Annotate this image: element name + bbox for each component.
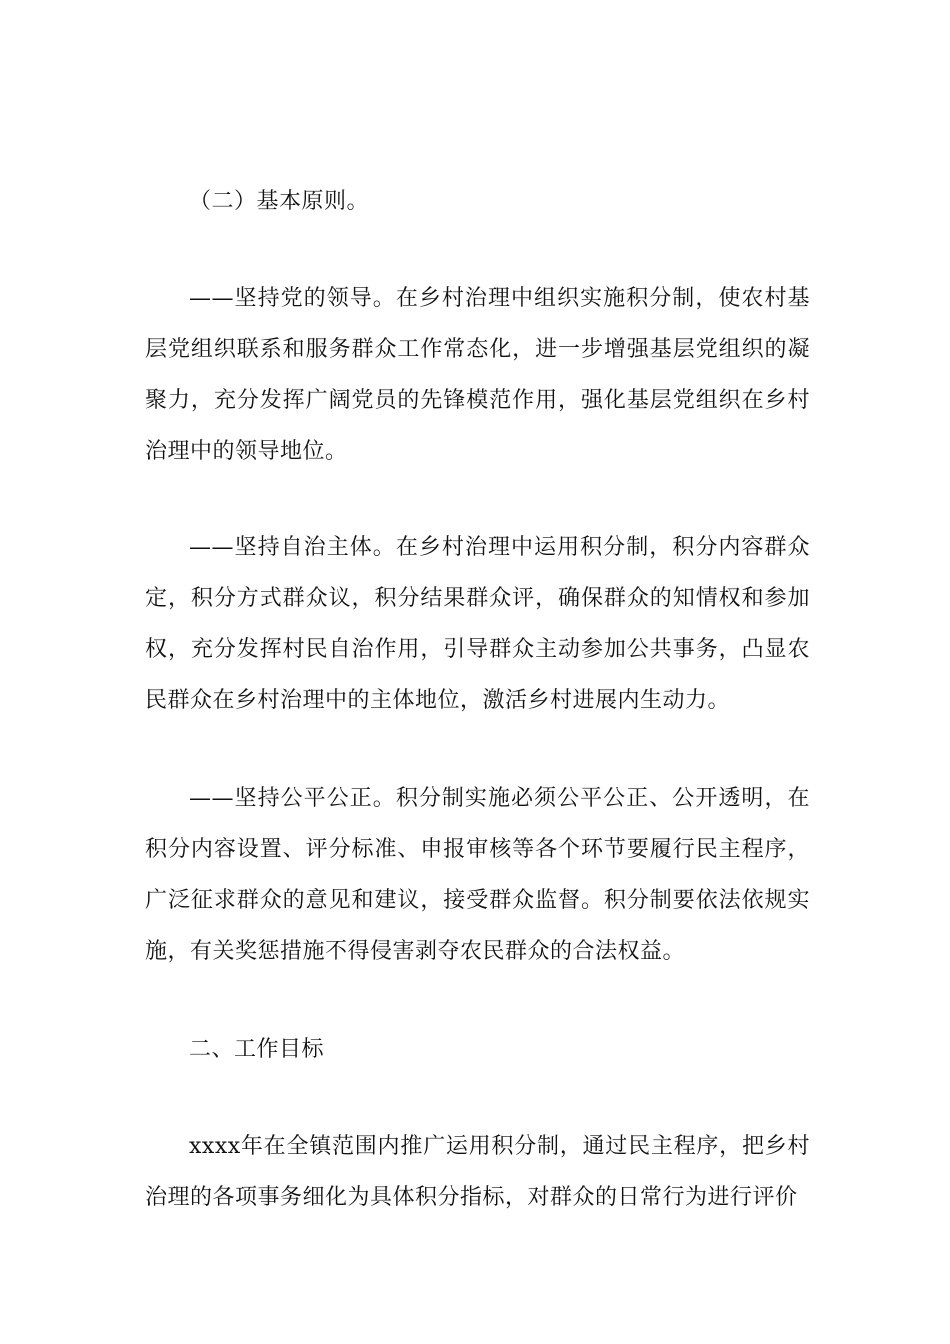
paragraph-work-goals: xxxx年在全镇范围内推广运用积分制，通过民主程序，把乡村治理的各项事务细化为具体积分指标，对群众的日常行为进行评价 [145, 1134, 810, 1210]
paragraph-self-governance: ——坚持自治主体。在乡村治理中运用积分制，积分内容群众定，积分方式群众议，积分结果群众评，确保群众的知情权和参加权，充分发挥村民自治作用，引导群众主动参加公共事务，凸显农民群众在乡村治理中的主体地位，激活乡村进展内生动力。 [145, 535, 810, 713]
paragraph-fairness: ——坚持公平公正。积分制实施必须公平公正、公开透明，在积分内容设置、评分标准、申报审核等各个环节要履行民主程序，广泛征求群众的意见和建议，接受群众监督。积分制要依法依规实施，有关奖惩措施不得侵害剥夺农民群众的合法权益。 [145, 786, 810, 964]
section-heading-work-goals: 二、工作目标 [189, 1037, 325, 1062]
paragraph-party-leadership: ——坚持党的领导。在乡村治理中组织实施积分制，使农村基层党组织联系和服务群众工作常态化，进一步增强基层党组织的凝聚力，充分发挥广阔党员的先锋模范作用，强化基层党组织在乡村治理中的领导地位。 [145, 286, 810, 464]
section-heading-basic-principles: （二）基本原则。 [189, 189, 370, 214]
